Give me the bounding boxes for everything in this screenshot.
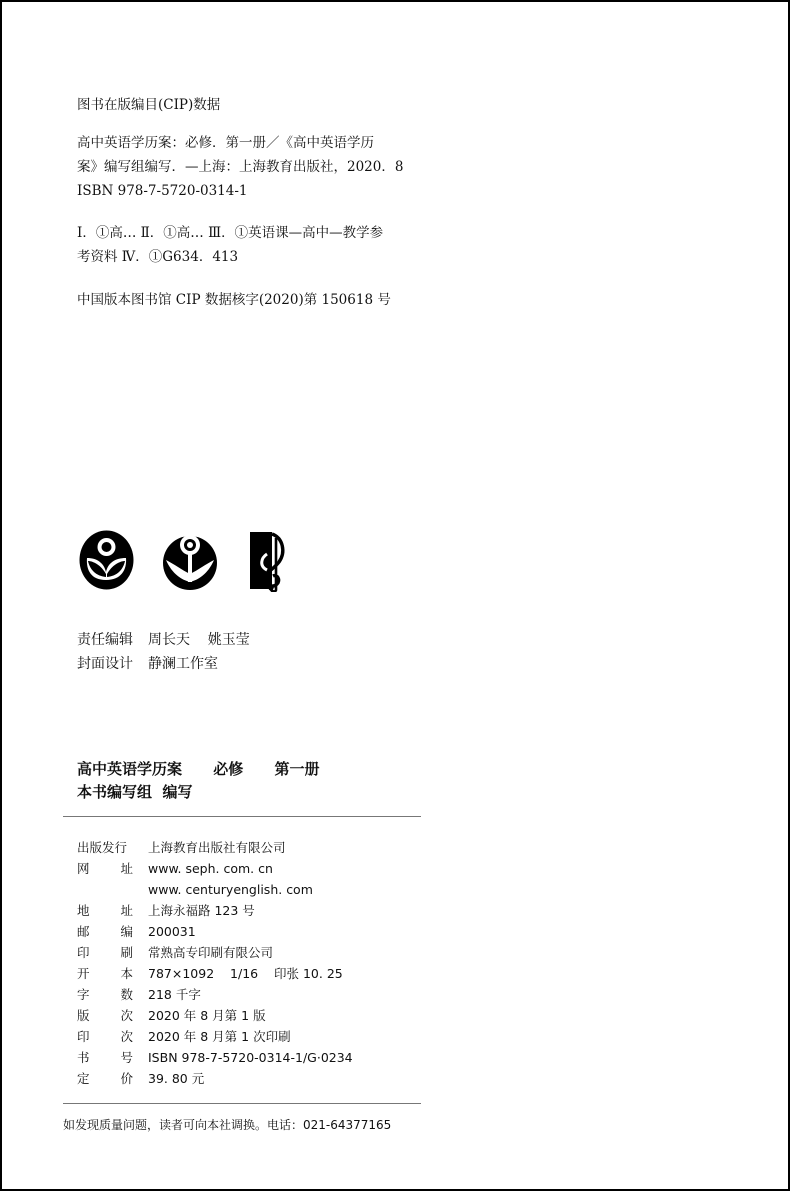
imprint-label	[77, 900, 133, 921]
imprint-label-char: 印	[77, 945, 90, 960]
imprint-value: ISBN 978-7-5720-0314-1/G·0234	[148, 1050, 353, 1065]
cip-heading: 图书在版编目(CIP)数据	[77, 97, 221, 113]
credit-row-editor	[77, 628, 250, 652]
book-authors: 本书编写组 编写	[77, 783, 193, 801]
imprint-label-char: 网	[77, 861, 90, 876]
divider	[63, 816, 421, 817]
imprint-value: www. centuryenglish. com	[148, 882, 313, 897]
cip-entry-line: ISBN 978-7-5720-0314-1	[77, 183, 248, 199]
imprint-label-char: 价	[120, 1071, 133, 1086]
cip-entry-line: 案》编写组编写．—上海：上海教育出版社，2020．8	[77, 159, 404, 175]
imprint-label	[77, 858, 133, 879]
imprint-label-char: 地	[77, 903, 90, 918]
flower-logo-icon	[162, 530, 218, 592]
imprint-row	[77, 900, 353, 921]
imprint-label: 出版发行	[77, 840, 128, 855]
imprint-value: 218 千字	[148, 987, 201, 1002]
imprint-label-char: 址	[120, 903, 133, 918]
imprint-label	[77, 879, 133, 900]
imprint-value: 39. 80 元	[148, 1071, 205, 1086]
cip-entry	[77, 131, 403, 203]
imprint-label	[77, 1068, 133, 1089]
imprint-label-char: 本	[120, 966, 133, 981]
cip-classification-line: 考资料 Ⅳ．①G634．413	[77, 249, 239, 265]
imprint-label	[77, 1005, 133, 1026]
treble-clef-logo-icon	[249, 530, 293, 592]
cip-record-number: 中国版本图书馆 CIP 数据核字(2020)第 150618 号	[77, 292, 391, 308]
imprint-label	[77, 1047, 133, 1068]
imprint-label-char: 印	[77, 1029, 90, 1044]
imprint-value: 787×1092 1/16 印张 10. 25	[148, 966, 343, 981]
imprint-value: 2020 年 8 月第 1 版	[148, 1008, 266, 1023]
imprint-label-char: 字	[77, 987, 90, 1002]
book-title	[77, 757, 320, 781]
imprint-label-char: 版	[77, 1008, 90, 1023]
imprint-label-char: 邮	[77, 924, 90, 939]
imprint-label-char: 号	[120, 1050, 133, 1065]
imprint-row	[77, 942, 353, 963]
imprint-label-char: 书	[77, 1050, 90, 1065]
imprint-label	[77, 963, 133, 984]
imprint-value: 上海教育出版社有限公司	[148, 840, 286, 855]
book-title-main: 高中英语学历案	[77, 760, 183, 778]
credit-row-cover	[77, 652, 250, 676]
imprint-row	[77, 1005, 353, 1026]
credit-value: 静澜工作室	[148, 656, 218, 672]
quality-notice: 如发现质量问题，读者可向本社调换。电话：021-64377165	[63, 1118, 392, 1132]
cip-classification-line: Ⅰ．①高… Ⅱ．①高… Ⅲ．①英语课—高中—教学参	[77, 225, 384, 241]
imprint-value: 2020 年 8 月第 1 次印刷	[148, 1029, 291, 1044]
imprint-label	[77, 921, 133, 942]
imprint-table	[77, 837, 353, 1089]
divider	[63, 1103, 421, 1104]
imprint-row	[77, 984, 353, 1005]
imprint-row	[77, 858, 353, 879]
imprint-value: 常熟高专印刷有限公司	[148, 945, 274, 960]
imprint-label-char: 编	[120, 924, 133, 939]
imprint-value: 200031	[148, 924, 196, 939]
imprint-row	[77, 879, 353, 900]
book-title-part: 第一册	[274, 760, 320, 778]
seedling-logo-icon	[79, 530, 134, 590]
imprint-row	[77, 1068, 353, 1089]
cip-entry-line: 高中英语学历案：必修．第一册／《高中英语学历	[77, 135, 374, 151]
imprint-label-char: 次	[120, 1008, 133, 1023]
imprint-row	[77, 837, 353, 858]
imprint-label-char: 刷	[120, 945, 133, 960]
imprint-label-char: 址	[120, 861, 133, 876]
imprint-label	[77, 942, 133, 963]
imprint-value: www. seph. com. cn	[148, 861, 273, 876]
imprint-label-char: 次	[120, 1029, 133, 1044]
imprint-row	[77, 963, 353, 984]
credit-value: 周长天 姚玉莹	[148, 632, 250, 648]
cip-classification	[77, 221, 383, 269]
book-title-volume: 必修	[213, 760, 244, 778]
credit-label: 责任编辑	[77, 632, 133, 648]
imprint-row	[77, 1026, 353, 1047]
imprint-label	[77, 984, 133, 1005]
publisher-logos	[79, 530, 309, 592]
imprint-label-char: 定	[77, 1071, 90, 1086]
imprint-row	[77, 1047, 353, 1068]
credits	[77, 628, 250, 676]
credit-label: 封面设计	[77, 656, 133, 672]
imprint-row	[77, 921, 353, 942]
imprint-label-char: 开	[77, 966, 90, 981]
imprint-label-char: 数	[120, 987, 133, 1002]
imprint-value: 上海永福路 123 号	[148, 903, 255, 918]
imprint-label	[77, 1026, 133, 1047]
